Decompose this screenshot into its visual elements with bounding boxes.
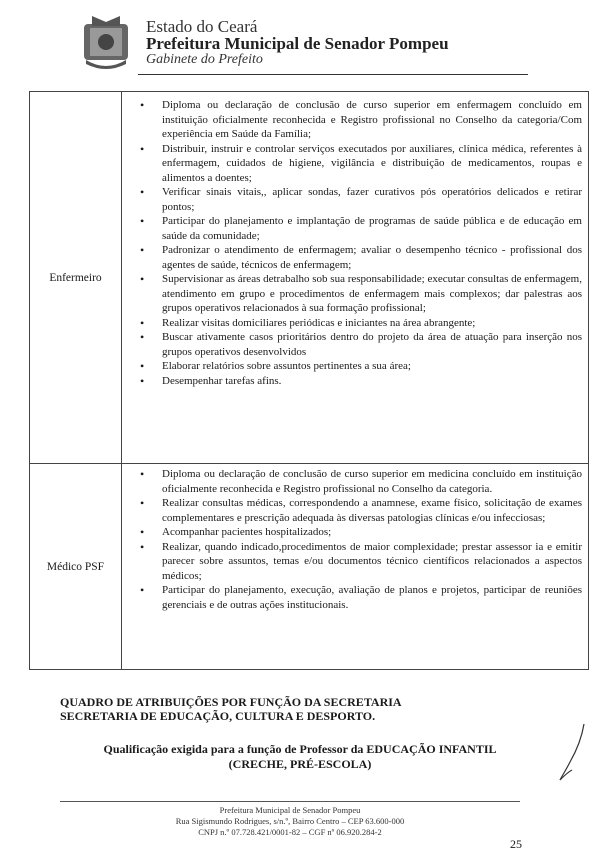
duty-item: • Verificar sinais vitais,, aplicar sondas, fazer curativos pós operatórios delicados e retirar pontos; bbox=[162, 185, 582, 214]
function-name: Enfermeiro bbox=[30, 92, 122, 464]
duty-item: • Participar do planejamento, execução, avaliação de planos e projetos, participar de reuniões gerenciais e de outras ações institucionais. bbox=[162, 583, 582, 612]
municipal-coat-of-arms-icon bbox=[82, 14, 130, 70]
cabinet-name: Gabinete do Prefeito bbox=[146, 52, 263, 67]
duty-item: • Desempenhar tarefas afins. bbox=[162, 374, 582, 389]
function-name: Médico PSF bbox=[30, 464, 122, 670]
duty-item: • Realizar consultas médicas, correspondendo a anamnese, exame físico, solicitação de exames complementares e prescrição adequada às diversas patologias clínicas e/ou infecciosas; bbox=[162, 496, 582, 525]
letterhead bbox=[82, 14, 542, 74]
footer: Prefeitura Municipal de Senador Pompeu Rua Sigismundo Rodrigues, s/n.º, Bairro Centro – CEP 63.600-000 CNPJ n.º 07.728.421/0001-82 – CGF nº 06.920.284-2 bbox=[175, 805, 405, 837]
duty-item: • Supervisionar as áreas detrabalho sob sua responsabilidade; executar consultas de enfermagem, atendimento em grupo e procedimentos de enfermagem mais complexos; dar palestras aos grupos operativos relacionados à sua formação profissional; bbox=[162, 272, 582, 316]
duties-list bbox=[122, 464, 582, 612]
duty-item: • Acompanhar pacientes hospitalizados; bbox=[162, 525, 582, 540]
duty-item: • Participar do planejamento e implantação de programas de saúde pública e de educação em saúde da comunidade; bbox=[162, 214, 582, 243]
duties-list bbox=[122, 92, 582, 388]
duty-item: • Realizar visitas domiciliares periódicas e iniciantes na área abrangente; bbox=[162, 316, 582, 331]
attributions-table bbox=[29, 91, 589, 670]
duty-item: • Diploma ou declaração de conclusão de curso superior em enfermagem concluído em instituição oficialmente reconhecida e Registro profissional no Conselho da categoria/Com experiência em Saúde da Família; bbox=[162, 98, 582, 142]
section-title: QUADRO DE ATRIBUIÇÕES POR FUNÇÃO DA SECRETARIA SECRETARIA DE EDUCAÇÃO, CULTURA E DESPORTO. bbox=[60, 695, 402, 723]
duty-item: • Buscar ativamente casos prioritários dentro do projeto da área de atuação para inserção nos grupos operativos desenvolvidos bbox=[162, 330, 582, 359]
header-divider bbox=[138, 74, 528, 75]
duty-item: • Padronizar o atendimento de enfermagem; avaliar o desempenho técnico - profissional dos agentes de saúde, técnicos de enfermagem; bbox=[162, 243, 582, 272]
footer-divider bbox=[60, 801, 520, 802]
table-row bbox=[30, 92, 589, 464]
table-row bbox=[30, 464, 589, 670]
page-number: 25 bbox=[510, 837, 522, 851]
state-name: Estado do Ceará bbox=[146, 17, 258, 36]
duty-item: • Diploma ou declaração de conclusão de curso superior em medicina concluído em instituição oficialmente reconhecida e Registro profissional no Conselho da categoria. bbox=[162, 467, 582, 496]
duty-item: • Elaborar relatórios sobre assuntos pertinentes a sua área; bbox=[162, 359, 582, 374]
signature-mark-icon bbox=[558, 722, 588, 782]
duty-item: • Realizar, quando indicado,procedimentos de maior complexidade; prestar assessor ia e emitir parecer sobre assuntos, temas e/ou documentos técnico científicos relacionados a aspectos médicos; bbox=[162, 540, 582, 584]
duty-item: • Distribuir, instruir e controlar serviços executados por auxiliares, clínica médica, referentes à enfermagem, cuidados de higiene, vigilância e distribuição de medicamentos, roupas e alimentos a doentes; bbox=[162, 142, 582, 186]
qualification-heading: Qualificação exigida para a função de Professor da EDUCAÇÃO INFANTIL (CRECHE, PRÉ-ESCOLA) bbox=[103, 742, 497, 771]
prefecture-name: Prefeitura Municipal de Senador Pompeu bbox=[146, 34, 449, 53]
